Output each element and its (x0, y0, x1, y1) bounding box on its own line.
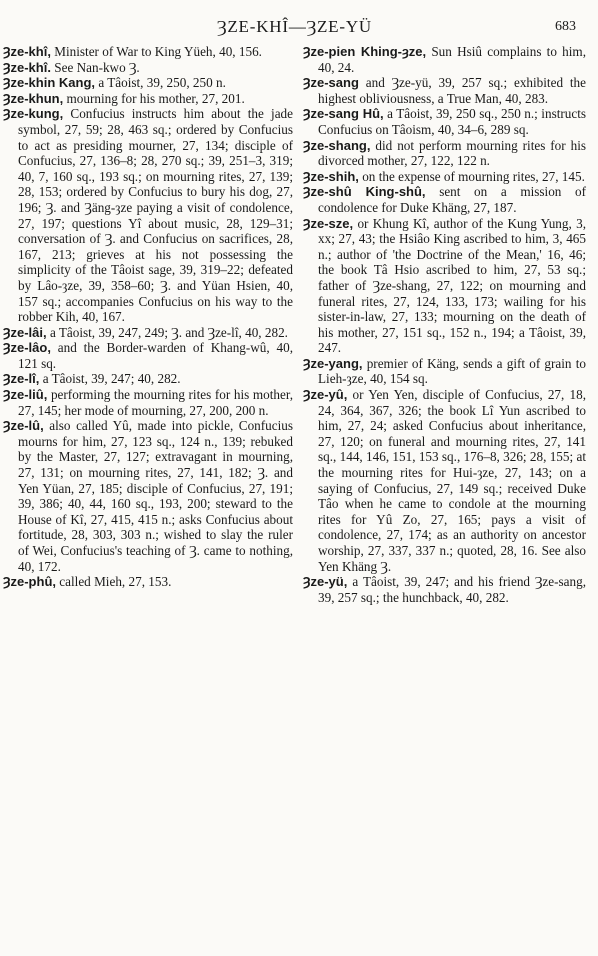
index-entry (303, 75, 586, 106)
index-entry (3, 371, 293, 387)
entry-headword: Ȝze-yû, (303, 387, 348, 403)
entry-headword: Ȝze-shang, (303, 137, 371, 153)
running-title: ȜZE-KHÎ—ȜZE-YÜ (217, 17, 372, 36)
index-entry (303, 106, 586, 137)
entry-references: and the Border-warden of Khang-wû, 40, 121 sq. (18, 340, 293, 371)
entry-headword: Ȝze-lû, (3, 418, 44, 434)
index-entry (3, 418, 293, 574)
entry-headword: Ȝze-kung, (3, 106, 64, 122)
index-columns (3, 44, 586, 605)
entry-headword: Ȝze-yü, (303, 574, 348, 590)
entry-references: performing the mourning rites for his mother, 27, 145; her mode of mourning, 27, 200, 200 n. (18, 387, 293, 418)
index-entry (3, 574, 293, 590)
index-entry (3, 340, 293, 371)
entry-headword: Ȝze-khun, (3, 90, 64, 106)
entry-references: Minister of War to King Yüeh, 40, 156. (50, 44, 262, 59)
entry-headword: Ȝze-sang (303, 75, 359, 91)
index-entry (303, 574, 586, 605)
entry-references: sent on a mission of condolence for Duke Khäng, 27, 187. (318, 184, 586, 215)
entry-references: a Tâoist, 39, 250, 250 n. (95, 75, 226, 91)
index-entry (303, 216, 586, 356)
index-entry (3, 44, 293, 60)
entry-headword: Ȝze-yang, (303, 355, 363, 371)
entry-headword: Ȝze-pien Khing-ȝze, (303, 44, 427, 59)
index-entry (303, 44, 586, 75)
index-entry (3, 387, 293, 418)
entry-references: also called Yû, made into pickle, Confucius mourns for him, 27, 123 sq., 124 n., 139; rebuked by the Master, 27, 127; extravagant in mourning, 27, 131; on mourning rites, 27, 141, 182; Ȝ. and Yen Yüan, 27, 185; disciple of Confucius, 27, 191; 39, 386; 40, 44, 160 sq., 193, 200; steward to the House of Kî, 27, 415, 415 n.; asks Confucius about fortitude, 28, 303, 303 n.; wished to slay the ruler of Wei, Confucius's teaching of Ȝ. came to nothing, 40, 172. (18, 418, 293, 574)
index-entry (3, 60, 293, 76)
entry-references: Confucius instructs him about the jade symbol, 27, 59; 28, 463 sq.; ordered by Confucius to act as presiding mourner, 27, 134; disciple of Confucius, 27, 136–8; 28, 270 sq.; 39, 251–3, 319; 40, 7, 160 sq., 193 sq.; on mourning rites, 27, 139; 28, 153; ordered by Confucius to bury his dog, 27, 196; Ȝ. and Ȝäng-ȝze paying a visit of condolence, 27, 197; questions Yî about music, 28, 129–31; conversation of Ȝ. and Confucius on sacrifices, 28, 167, 213; grieves at his not possessing the simplicity of the Tâoist sage, 39, 319–22; defeated by Lâo-ȝze, 39, 358–60; Ȝ. and Yüan Hsien, 40, 157 sq.; accompanies Confucius on his way to the robber Kih, 40, 167. (18, 106, 293, 325)
entry-references: See Nan-kwo Ȝ. (50, 59, 140, 75)
entry-headword: Ȝze-khin Kang, (3, 75, 96, 91)
index-entry (303, 387, 586, 574)
index-entry (3, 325, 293, 341)
entry-headword: Ȝze-lî, (3, 371, 40, 387)
entry-references: called Mieh, 27, 153. (56, 574, 172, 590)
index-entry (303, 138, 586, 169)
entry-headword: Ȝze-shû King-shû, (303, 184, 426, 200)
index-entry (303, 169, 586, 185)
entry-headword: Ȝze-liû, (3, 387, 48, 403)
entry-headword: Ȝze-lâi, (3, 324, 47, 340)
entry-references: on the expense of mourning rites, 27, 145. (358, 168, 585, 184)
right-column (303, 44, 586, 605)
index-entry (3, 75, 293, 91)
entry-headword: Ȝze-khî, (3, 44, 51, 59)
entry-references: Sun Hsiû complains to him, 40, 24. (318, 44, 586, 75)
running-header (3, 14, 586, 40)
entry-references: did not perform mourning rites for his divorced mother, 27, 122, 122 n. (318, 137, 586, 169)
entry-headword: Ȝze-lâo, (3, 340, 51, 356)
entry-references: premier of Käng, sends a gift of grain to Lieh-ȝze, 40, 154 sq. (318, 355, 586, 387)
entry-references: or Khung Kî, author of the Kung Yung, 3, xx; 27, 43; the Hsiâo King ascribed to him, 3, 465 n.; author of 'the Doctrine of the Mean,' 16, 46; the book Tâ Hsio ascribed to him, 27, 53 sq.; father of Ȝze-shang, 27, 122; on mourning and funeral rites, 27, 124, 133, 173; wailing for his sister-in-law, 27, 133; mourning on the death of his mother, 27, 151 sq., 152 n., 194; a Tâoist, 39, 247. (318, 215, 586, 356)
entry-references: a Tâoist, 39, 247; 40, 282. (39, 371, 181, 387)
entry-references: or Yen Yen, disciple of Confucius, 27, 18, 24, 364, 367, 326; the book Lî Yun ascribed to him, 27, 24; asked Confucius about inheritance, 27, 120; on funeral and mourning rites, 27, 141 sq., 144, 146, 151, 153 sq., 176–8, 326; 28, 155; at the mourning rites for Hui-ȝze, 27, 143; on a saying of Confucius, 27, 149 sq.; received Duke Tâo when he came to condole at the mourning rites for Yû Zo, 27, 165; pays a visit of condolence, 27, 174; as an authority on ancestor worship, 27, 337, 337 n.; quoted, 28, 16. See also Yen Khäng Ȝ. (318, 387, 586, 574)
entry-references: and Ȝze-yü, 39, 257 sq.; exhibited the highest obliviousness, a True Man, 40, 283. (318, 75, 586, 106)
index-entry (3, 106, 293, 324)
index-entry (3, 91, 293, 107)
entry-headword: Ȝze-phû, (3, 574, 56, 590)
entry-headword: Ȝze-shih, (303, 168, 359, 184)
page-number: 683 (555, 19, 576, 34)
entry-headword: Ȝze-sze, (303, 215, 354, 231)
entry-references: a Tâoist, 39, 247; and his friend Ȝze-sang, 39, 257 sq.; the hunchback, 40, 282. (318, 574, 586, 605)
entry-references: mourning for his mother, 27, 201. (63, 90, 245, 106)
entry-headword: Ȝze-sang Hû, (303, 106, 384, 122)
index-entry (303, 356, 586, 387)
index-entry (303, 184, 586, 215)
entry-headword: Ȝze-khî. (3, 59, 51, 75)
entry-references: a Tâoist, 39, 250 sq., 250 n.; instructs Confucius on Tâoism, 40, 34–6, 289 sq. (318, 106, 587, 137)
left-column (3, 44, 293, 605)
entry-references: a Tâoist, 39, 247, 249; Ȝ. and Ȝze-lî, 40, 282. (46, 324, 288, 340)
